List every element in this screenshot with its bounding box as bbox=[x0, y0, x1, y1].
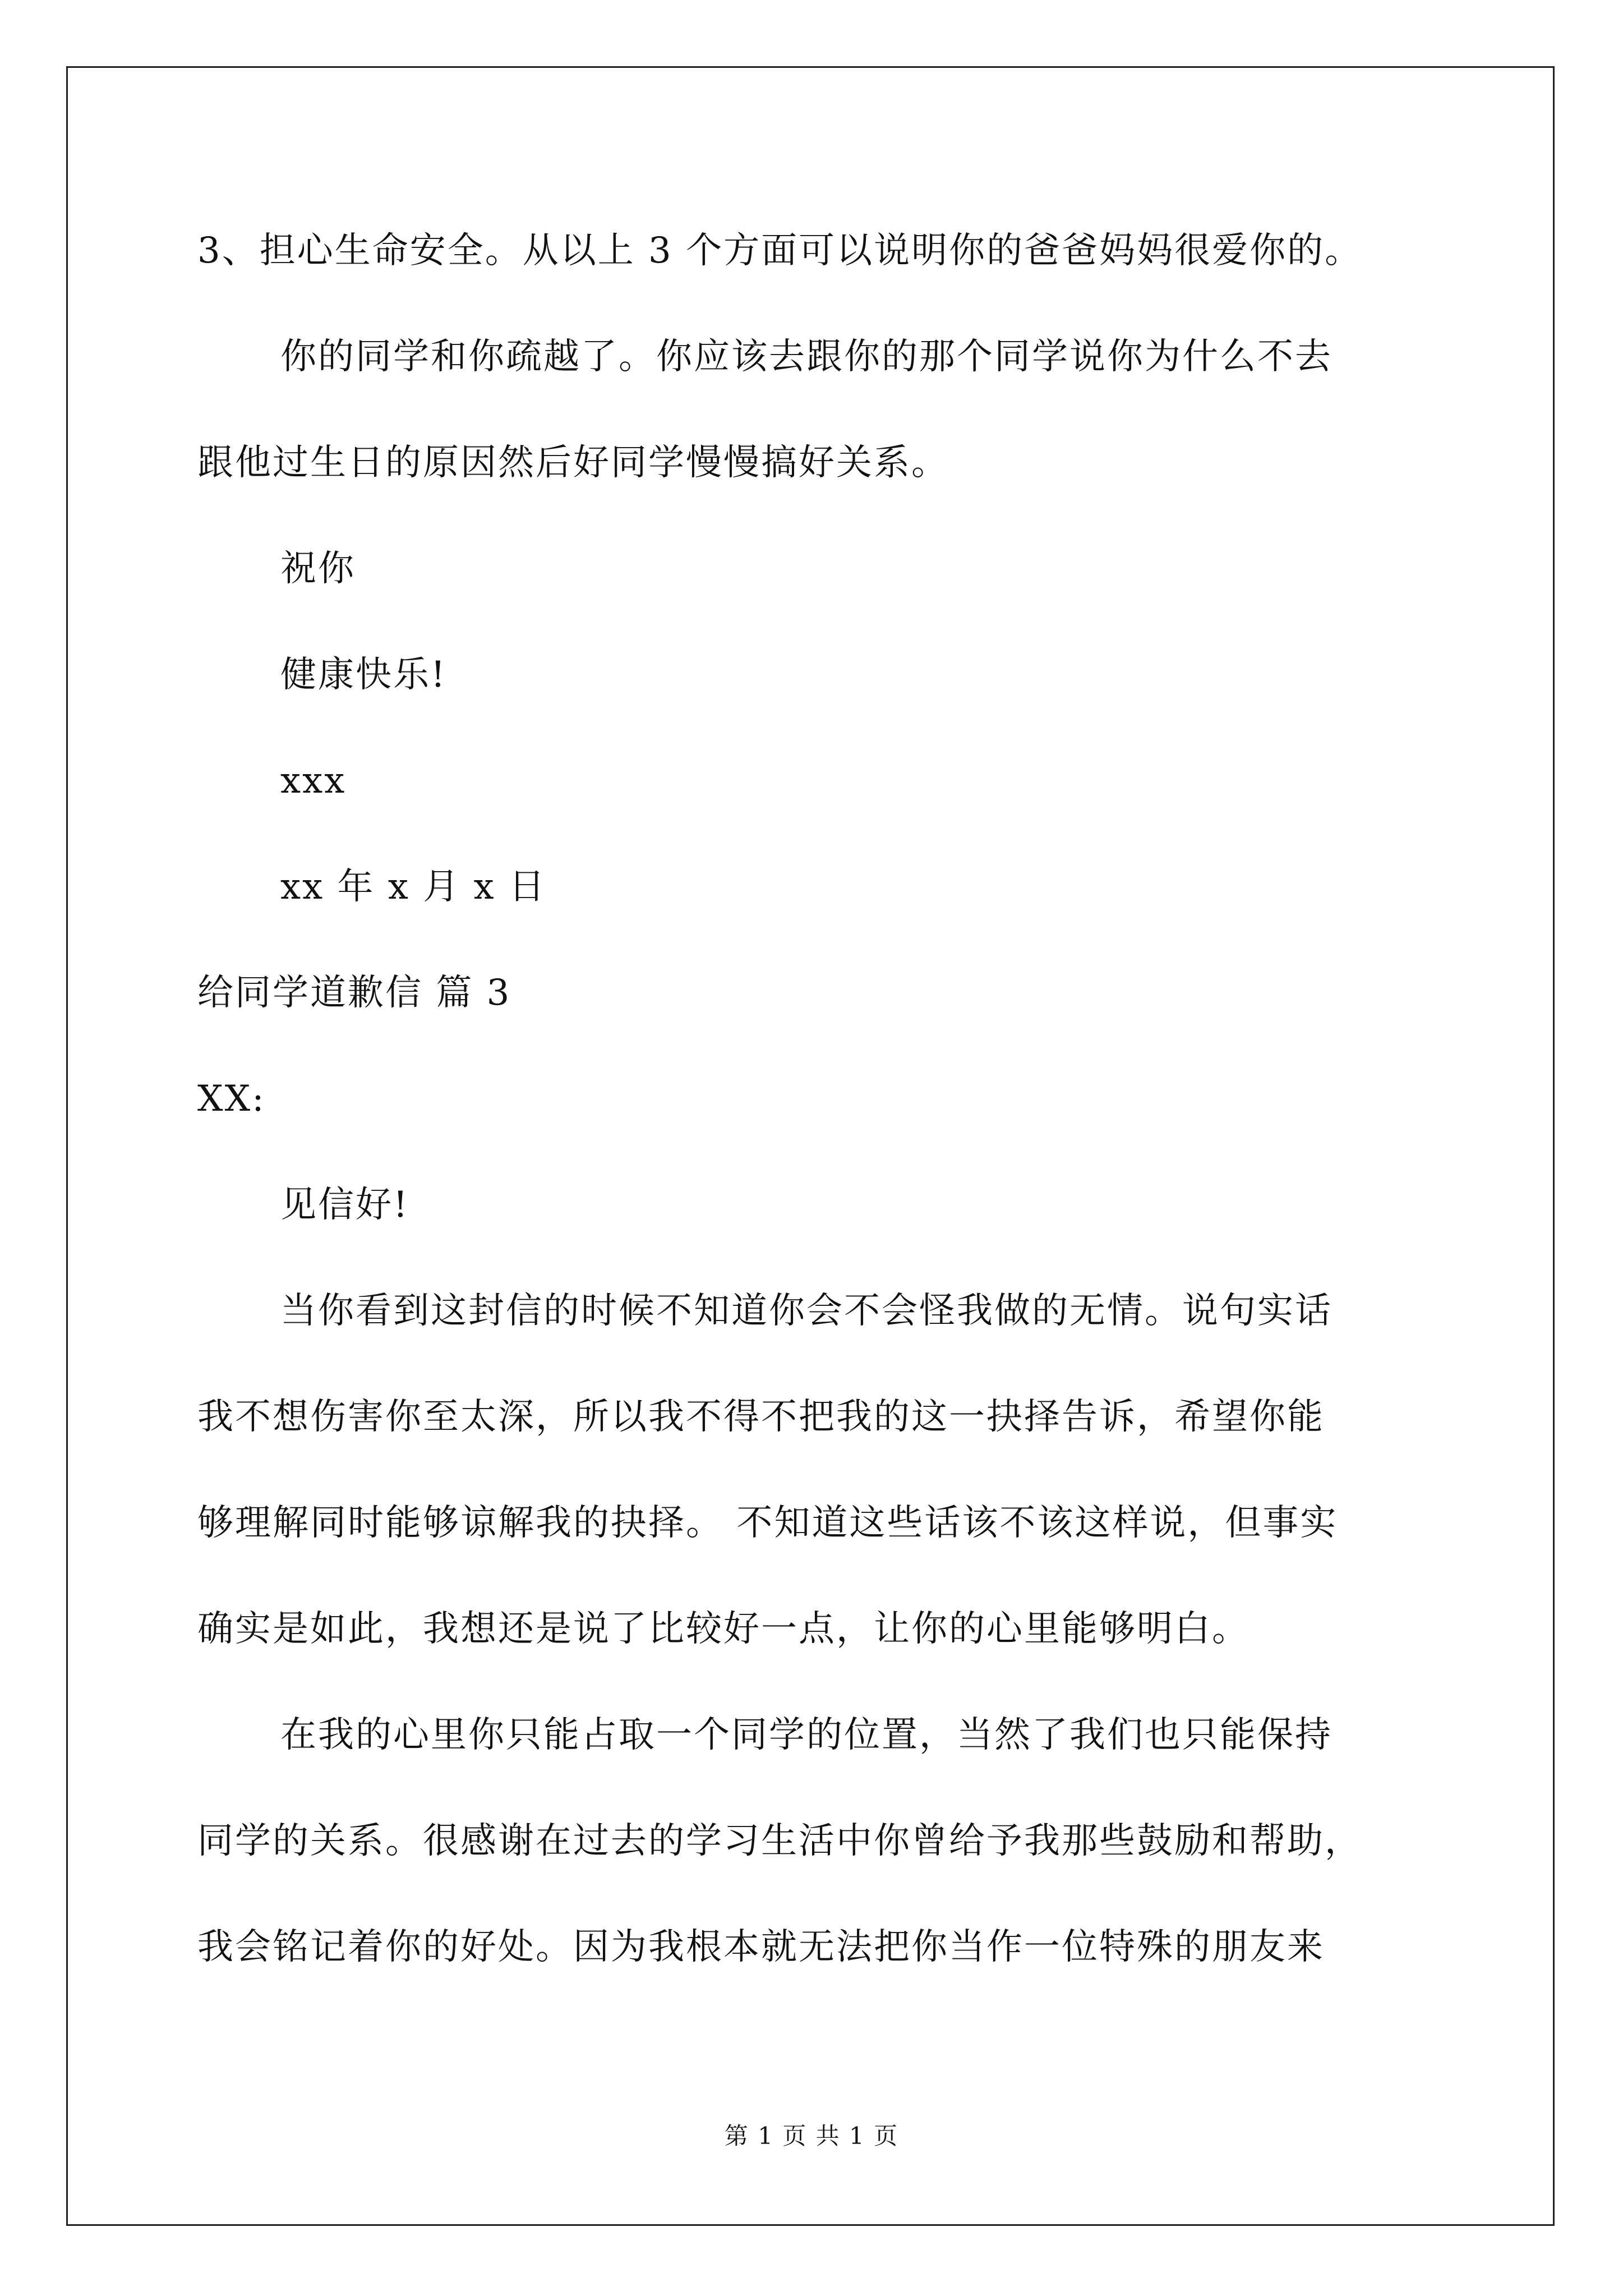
page-footer: 第 1 页 共 1 页 bbox=[724, 2122, 899, 2150]
signature-date: xx 年 x 月 x 日 bbox=[280, 866, 547, 908]
paragraph-line: 跟他过生日的原因然后好同学慢慢搞好关系。 bbox=[197, 442, 949, 484]
paragraph-line: 3、担心生命安全。从以上 3 个方面可以说明你的爸爸妈妈很爱你的。 bbox=[197, 230, 1363, 272]
paragraph-line: 同学的关系。很感谢在过去的学习生活中你曾给予我那些鼓励和帮助， bbox=[197, 1820, 1362, 1862]
signature-name: xxx bbox=[280, 760, 347, 802]
paragraph-line: 在我的心里你只能占取一个同学的位置，当然了我们也只能保持 bbox=[280, 1714, 1332, 1756]
paragraph-line: 你的同学和你疏越了。你应该去跟你的那个同学说你为什么不去 bbox=[280, 336, 1332, 378]
page-border bbox=[66, 66, 1555, 2226]
section-heading: 给同学道歉信 篇 3 bbox=[197, 972, 511, 1014]
paragraph-line: 够理解同时能够谅解我的抉择。 不知道这些话该不该这样说，但事实 bbox=[197, 1502, 1338, 1544]
paragraph-line: 我会铭记着你的好处。因为我根本就无法把你当作一位特殊的朋友来 bbox=[197, 1926, 1325, 1968]
paragraph-line: 当你看到这封信的时候不知道你会不会怪我做的无情。说句实话 bbox=[280, 1290, 1332, 1332]
paragraph-line: 确实是如此，我想还是说了比较好一点，让你的心里能够明白。 bbox=[197, 1608, 1249, 1650]
letter-salutation: XX: bbox=[197, 1078, 266, 1120]
greeting-line: 见信好! bbox=[280, 1184, 409, 1226]
closing-wish: 祝你 bbox=[280, 548, 356, 590]
paragraph-line: 我不想伤害你至太深，所以我不得不把我的这一抉择告诉，希望你能 bbox=[197, 1396, 1325, 1438]
closing-wish: 健康快乐! bbox=[280, 654, 447, 696]
